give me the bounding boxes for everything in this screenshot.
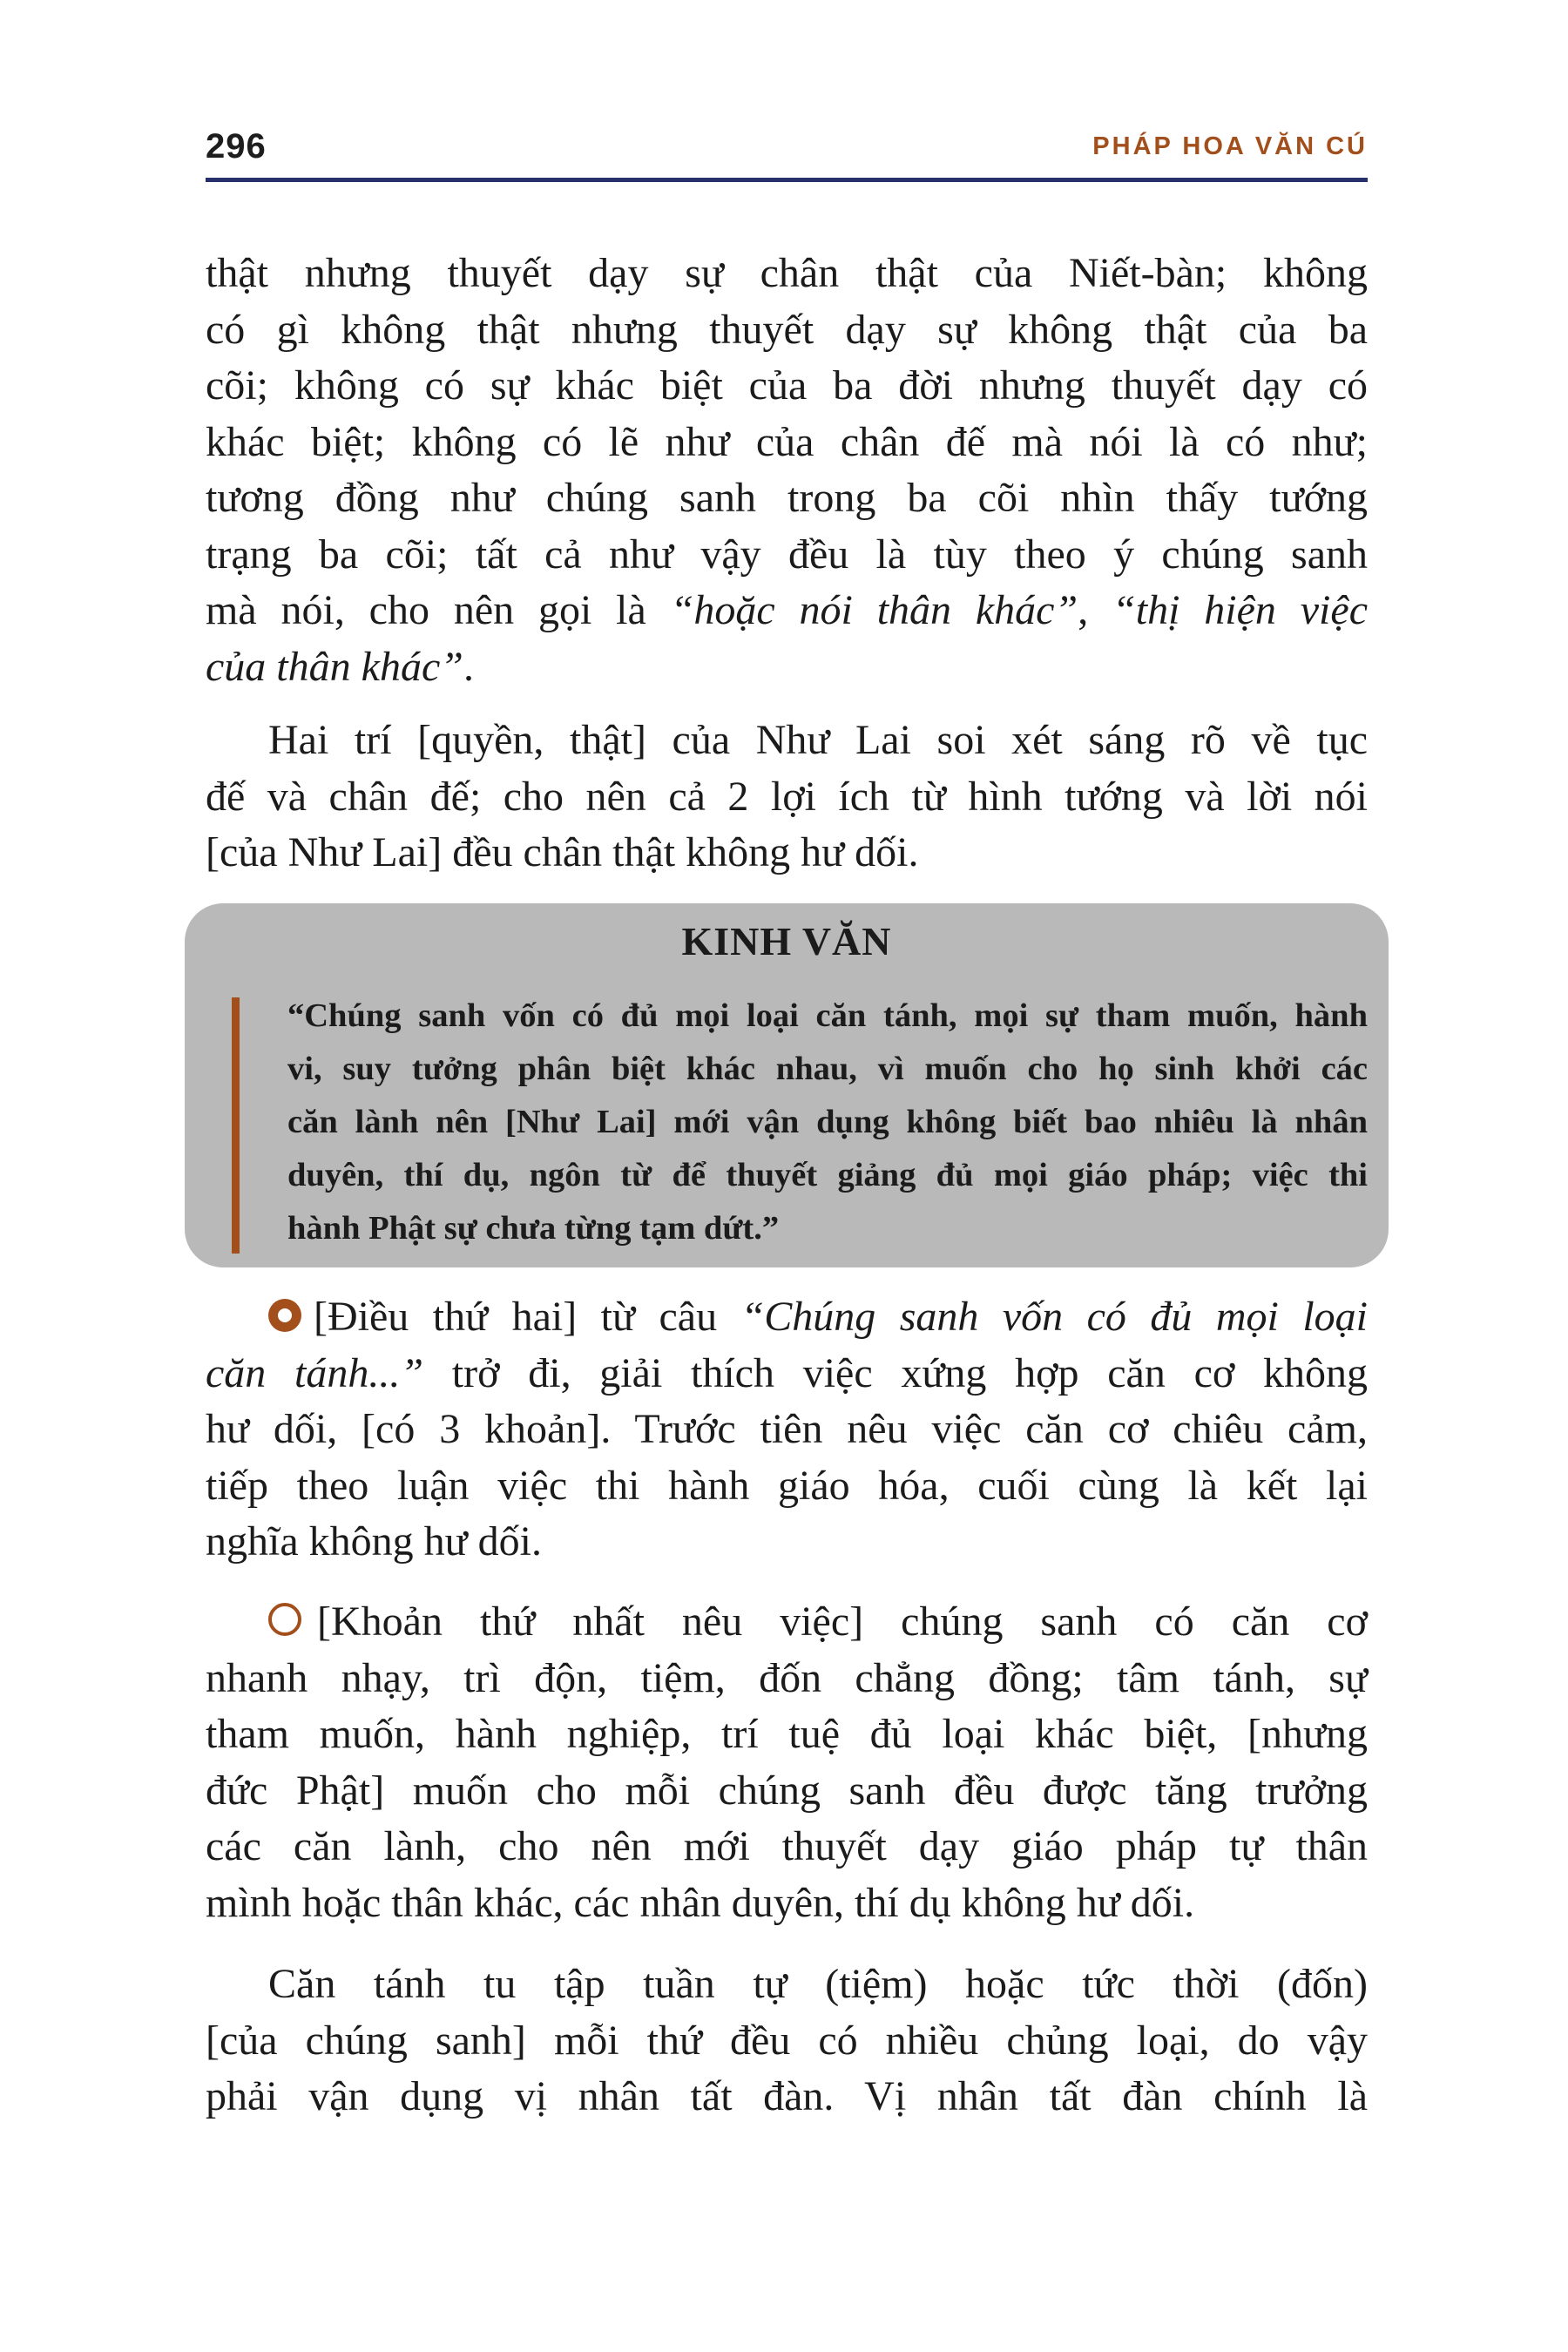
open-circle-bullet-icon [268,1603,301,1636]
text-line: nhanh nhạy, trì độn, tiệm, đốn chẳng đồng; tâm tánh, sự [206,1654,1368,1701]
text-line [206,1289,1368,1346]
italic-quote: “hoặc nói thân khác” [670,587,1078,633]
italic-quote: của thân khác” [206,643,463,690]
text-line: Căn tánh tu tập tuần tự (tiệm) hoặc tức thời (đốn) [268,1961,1368,2007]
text-line: hư dối, [có 3 khoản]. Trước tiên nêu việc căn cơ chiêu cảm, [206,1406,1368,1452]
paragraph-continuation [206,246,1368,695]
paragraph-two-wisdoms [206,713,1368,882]
italic-quote: căn tánh...” [206,1349,424,1396]
text-line: tương đồng như chúng sanh trong ba cõi nhìn thấy tướng [206,475,1368,521]
sutra-line: duyên, thí dụ, ngôn từ để thuyết giảng đủ mọi giáo pháp; việc thi [287,1157,1368,1193]
sutra-line: “Chúng sanh vốn có đủ mọi loại căn tánh, mọi sự tham muốn, hành [287,997,1368,1034]
sutra-line: hành Phật sự chưa từng tạm dứt.” [287,1210,780,1247]
book-title: PHÁP HOA VĂN CÚ [1092,132,1368,160]
text-line: trạng ba cõi; tất cả như vậy đều là tùy theo ý chúng sanh [206,531,1368,578]
text-segment: [Khoản thứ nhất nêu việc] chúng sanh có căn cơ [317,1598,1368,1645]
text-segment: , [1078,587,1113,633]
sutra-line: vi, suy tưởng phân biệt khác nhau, vì muốn cho họ sinh khởi các [287,1051,1368,1087]
sutra-line: căn lành nên [Như Lai] mới vận dụng không biết bao nhiêu là nhân [287,1104,1368,1140]
text-line: nghĩa không hư dối. [206,1518,542,1565]
sutra-heading: KINH VĂN [681,919,892,963]
text-line: tiếp theo luận việc thi hành giáo hóa, cuối cùng là kết lại [206,1462,1368,1509]
text-line: khác biệt; không có lẽ như của chân đế mà nói là có như; [206,418,1368,465]
text-line [206,1346,1368,1402]
paragraph-first-clause [206,1594,1368,1931]
text-line: [của Như Lai] đều chân thật không hư dối. [206,829,919,875]
filled-circle-bullet-icon [268,1299,301,1332]
text-line [206,583,1368,639]
text-line: Hai trí [quyền, thật] của Như Lai soi xét sáng rõ về tục [268,717,1368,763]
text-segment: [Điều thứ hai] từ câu [314,1294,741,1340]
text-segment: . [463,643,474,690]
running-header [206,122,1368,182]
text-line: tham muốn, hành nghiệp, trí tuệ đủ loại khác biệt, [nhưng [206,1711,1368,1757]
text-line: các căn lành, cho nên mới thuyết dạy giáo pháp tự thân [206,1823,1368,1869]
text-line: mình hoặc thân khác, các nhân duyên, thí dụ không hư dối. [206,1879,1195,1926]
text-line: [của chúng sanh] mỗi thứ đều có nhiều chủng loại, do vậy [206,2017,1368,2064]
text-segment: mà nói, cho nên gọi là [206,587,671,633]
text-line: đức Phật] muốn cho mỗi chúng sanh đều được tăng trưởng [206,1767,1368,1814]
text-segment: trở đi, giải thích việc xứng hợp căn cơ không [423,1349,1368,1396]
text-line: thật nhưng thuyết dạy sự chân thật của Niết-bàn; không [206,250,1368,296]
paragraph-second-point [206,1289,1368,1571]
italic-quote: “Chúng sanh vốn có đủ mọi loại [740,1294,1368,1340]
text-line: có gì không thật nhưng thuyết dạy sự không thật của ba [206,306,1368,353]
text-line [206,639,1368,696]
text-line: phải vận dụng vị nhân tất đàn. Vị nhân tất đàn chính là [206,2073,1368,2119]
italic-quote: “thị hiện việc [1112,587,1369,633]
sutra-text [287,990,1368,1255]
text-line: đế và chân đế; cho nên cả 2 lợi ích từ hình tướng và lời nói [206,773,1368,820]
text-line: cõi; không có sự khác biệt của ba đời nhưng thuyết dạy có [206,362,1368,409]
sutra-accent-rule [232,997,240,1254]
paragraph-gradual-sudden [206,1957,1368,2126]
text-line [206,1594,1368,1651]
page-number: 296 [206,127,267,166]
